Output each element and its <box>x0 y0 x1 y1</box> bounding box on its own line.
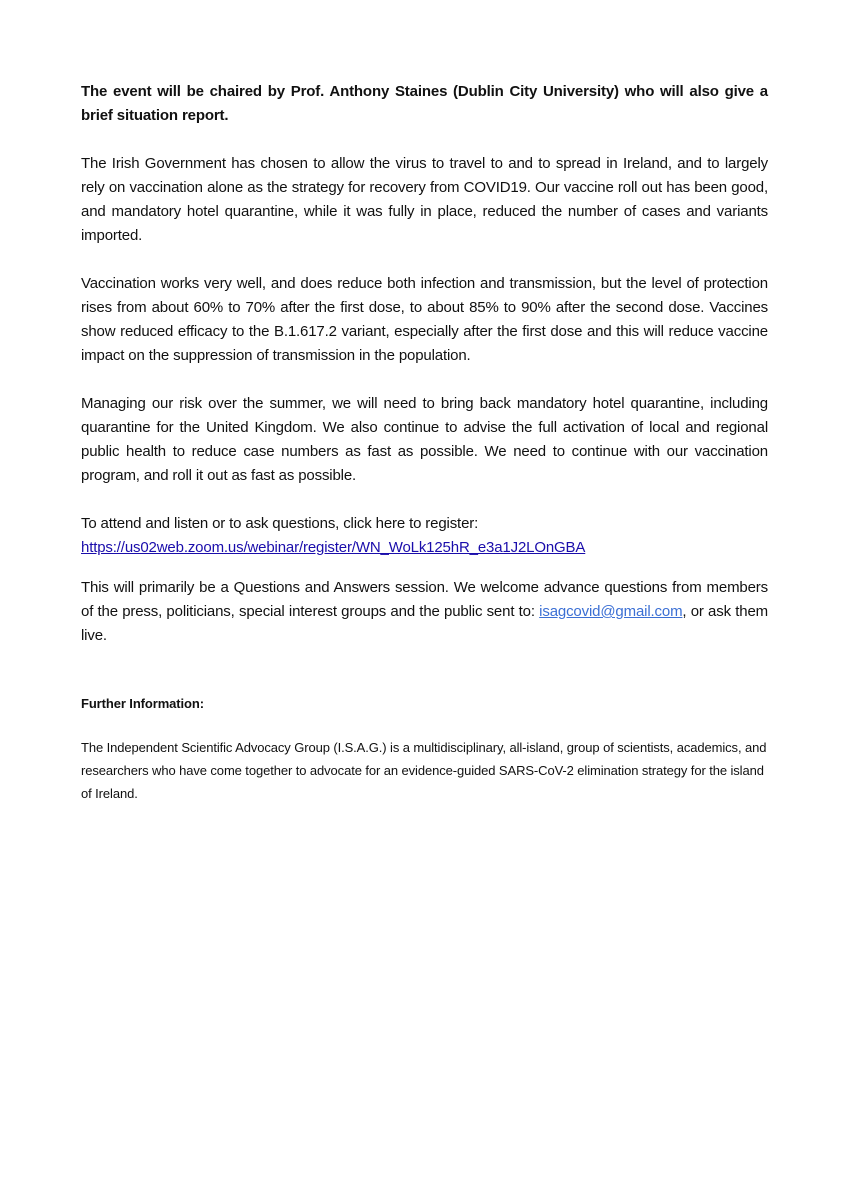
vaccination-paragraph: Vaccination works very well, and does reduce both infection and transmission, but the level of protection rises from about 60% to 70% after the first dose, to about 85% to 90% after the second dose. Vaccines show reduced efficacy to the B.1.617.2 variant, especially after the first dose and this will reduce vaccine impact on the suppression of transmission in the population. <box>81 275 768 364</box>
intro-bold-paragraph: The event will be chaired by Prof. Anthony Staines (Dublin City University) who will also give a brief situation report. <box>81 83 768 124</box>
further-info-paragraph: The Independent Scientific Advocacy Group (I.S.A.G.) is a multidisciplinary, all-island, group of scientists, academics, and researchers who have come together to advocate for an evidence-guided SARS-CoV-2 elimination strategy for the island of Ireland. <box>81 740 767 801</box>
further-info-heading: Further Information: <box>81 696 204 711</box>
qa-text-end: , or ask them live. <box>81 603 768 644</box>
qa-text: This will primarily be a Questions and Answers session. We welcome advance questions from members of the press, politicians, special interest groups and the public sent to: <box>81 579 768 620</box>
register-paragraph <box>81 512 768 560</box>
email-link[interactable]: isagcovid@gmail.com <box>539 603 683 620</box>
government-paragraph: The Irish Government has chosen to allow the virus to travel to and to spread in Ireland, and to largely rely on vaccination alone as the strategy for recovery from COVID19. Our vaccine roll out has been good, and mandatory hotel quarantine, while it was fully in place, reduced the number of cases and variants imported. <box>81 155 768 244</box>
qa-paragraph <box>81 576 768 648</box>
risk-paragraph: Managing our risk over the summer, we will need to bring back mandatory hotel quarantine, including quarantine for the United Kingdom. We also continue to advise the full activation of local and regional public health to reduce case numbers as fast as possible. We need to continue with our vaccination program, and roll it out as fast as possible. <box>81 395 768 484</box>
register-text: To attend and listen or to ask questions, click here to register: <box>81 515 479 532</box>
register-link[interactable]: https://us02web.zoom.us/webinar/register/WN_WoLk125hR_e3a1J2LOnGBA <box>81 539 586 556</box>
